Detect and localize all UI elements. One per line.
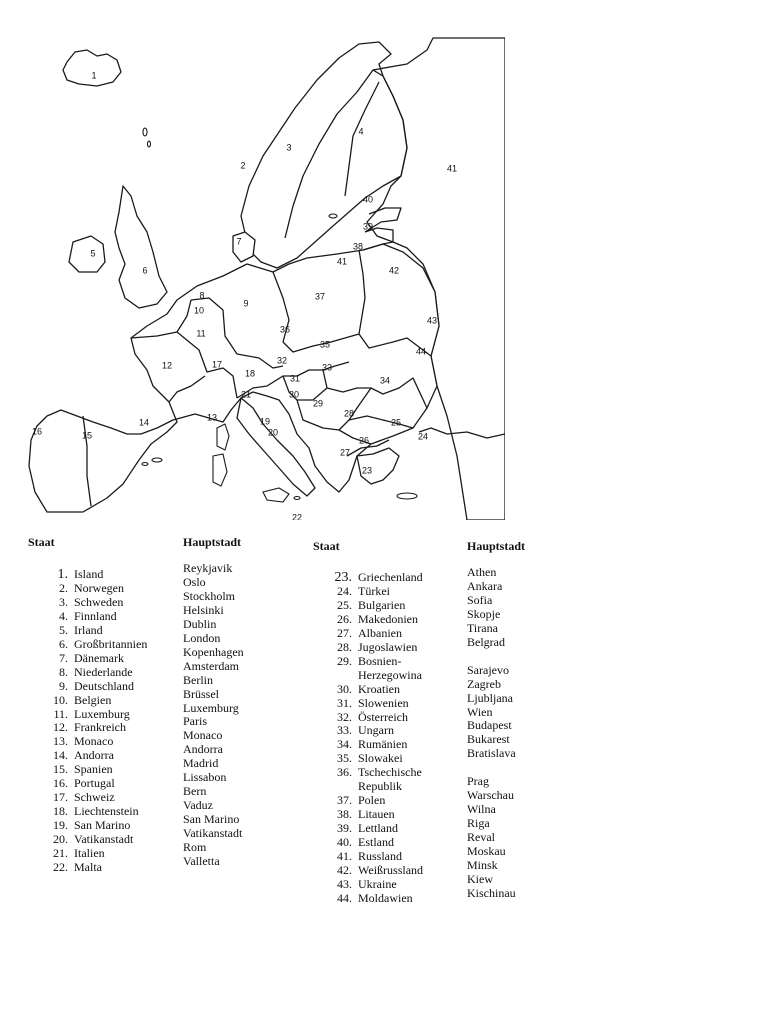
map-label: 31 (289, 373, 301, 384)
country-row (28, 861, 188, 875)
row-number: 32. (337, 709, 352, 724)
country-row (28, 847, 188, 861)
country-row (312, 766, 472, 794)
row-number: 30. (337, 681, 352, 696)
row-number: 38. (337, 807, 352, 822)
map-label: 33 (321, 362, 333, 373)
capital-gap (467, 761, 597, 775)
row-number: 7. (59, 650, 68, 665)
capital-name: Reykjavik (183, 561, 233, 575)
capital-name: Zagreb (467, 676, 501, 691)
country-name: Großbritannien (74, 636, 148, 651)
country-name: Ungarn (358, 723, 394, 738)
country-name: Weißrussland (358, 863, 424, 878)
map-label: 20 (267, 427, 279, 438)
capital-name: London (183, 630, 221, 645)
country-row (312, 613, 472, 627)
country-name: Vatikanstadt (74, 832, 134, 847)
staat-header-left: Staat (28, 535, 55, 549)
capital-gap (467, 650, 597, 664)
country-row (28, 568, 188, 582)
row-number: 19. (53, 818, 68, 833)
country-name: Türkei (358, 583, 390, 598)
country-name: Schweden (74, 594, 124, 609)
row-number: 23. (334, 570, 352, 585)
country-row (312, 697, 472, 711)
row-number: 24. (337, 583, 352, 598)
capital-name: Andorra (183, 742, 223, 757)
map-label: 7 (236, 236, 242, 247)
map-label: 15 (81, 430, 93, 441)
row-number: 42. (337, 863, 352, 878)
map-label: 19 (259, 416, 271, 427)
country-name: Kroatien (358, 681, 400, 696)
country-row (312, 878, 472, 892)
capital-name: Minsk (467, 857, 498, 872)
row-number: 36. (337, 765, 352, 780)
country-name: Lettland (358, 821, 398, 836)
capital-name: Kopenhagen (183, 644, 244, 659)
capital-name: Luxemburg (183, 700, 239, 715)
map-label: 44 (415, 346, 427, 357)
country-row (28, 624, 188, 638)
country-name: Bosnien- (358, 653, 402, 668)
map-label: 23 (361, 465, 373, 476)
row-number: 26. (337, 611, 352, 626)
map-label: 18 (244, 368, 256, 379)
country-row (312, 822, 472, 836)
capital-name: Vaduz (183, 798, 213, 813)
country-name: Irland (74, 622, 103, 637)
country-name: Polen (358, 793, 386, 808)
country-row (312, 683, 472, 697)
country-name: Jugoslawien (358, 639, 418, 654)
map-label: 11 (196, 328, 206, 339)
country-row (28, 582, 188, 596)
country-name: Schweiz (74, 790, 115, 805)
capital-name: Ankara (467, 578, 503, 593)
country-name: Monaco (74, 734, 114, 749)
country-row (28, 596, 188, 610)
country-row (28, 805, 188, 819)
row-number: 43. (337, 876, 352, 891)
country-name: Russland (358, 849, 403, 864)
country-name: Griechenland (358, 570, 423, 584)
country-name: Finnland (74, 608, 117, 623)
country-row (312, 724, 472, 738)
map-label: 41 (446, 163, 458, 174)
map-label: 43 (426, 315, 438, 326)
country-name: Bulgarien (358, 597, 406, 612)
map-label: 3 (286, 142, 292, 153)
capital-name: Prag (467, 774, 489, 789)
row-number: 4. (59, 608, 68, 623)
capital-name: Wien (467, 704, 493, 719)
row-number: 29. (337, 653, 352, 668)
country-row (312, 794, 472, 808)
map-label: 17 (211, 359, 223, 370)
row-number: 39. (337, 821, 352, 836)
capital-name: Moskau (467, 844, 506, 859)
country-row (28, 791, 188, 805)
country-row (28, 610, 188, 624)
row-number: 28. (337, 639, 352, 654)
country-name: Makedonien (358, 611, 418, 626)
country-row (312, 850, 472, 864)
capital-name: Madrid (183, 756, 219, 771)
capital-name: Stockholm (183, 588, 236, 603)
map-label: 26 (358, 435, 370, 446)
country-name: Portugal (74, 776, 115, 791)
country-row (312, 599, 472, 613)
europe-map (27, 36, 505, 520)
capital-name: Monaco (183, 728, 223, 743)
country-row (312, 655, 472, 683)
capital-name: Oslo (183, 574, 206, 589)
country-row (312, 892, 472, 906)
row-number: 15. (53, 762, 68, 777)
map-label: 10 (193, 305, 205, 316)
row-number: 22. (53, 860, 68, 875)
capital-name: Amsterdam (183, 658, 239, 673)
capital-name: Warschau (467, 788, 515, 803)
country-row (312, 738, 472, 752)
map-label: 27 (339, 447, 351, 458)
capital-name: Lissabon (183, 770, 227, 785)
capital-name: Budapest (467, 718, 512, 733)
map-label: 30 (288, 389, 300, 400)
map-label: 40 (362, 194, 374, 205)
map-label: 36 (279, 324, 291, 335)
row-number: 6. (59, 636, 68, 651)
capital-name: Berlin (183, 672, 213, 687)
map-label: 22 (291, 512, 303, 520)
country-name: Island (74, 567, 104, 581)
country-row (28, 708, 188, 722)
map-label: 32 (276, 355, 288, 366)
country-name: Österreich (358, 709, 408, 724)
map-label: 2 (240, 160, 246, 171)
country-row (28, 777, 188, 791)
country-name: San Marino (74, 818, 131, 833)
capital-name: Kischinau (467, 885, 516, 900)
map-label: 41 (336, 256, 348, 267)
row-number: 9. (59, 678, 68, 693)
map-label: 25 (390, 417, 402, 428)
map-label: 4 (358, 126, 364, 137)
country-name: Italien (74, 846, 105, 861)
country-row (312, 641, 472, 655)
capital-name: Tirana (467, 620, 498, 635)
row-number: 27. (337, 625, 352, 640)
row-number: 3. (59, 594, 68, 609)
country-row (312, 585, 472, 599)
capital-name: Paris (183, 714, 207, 729)
country-row (28, 652, 188, 666)
country-name: Deutschland (74, 678, 134, 693)
map-label: 16 (31, 426, 43, 437)
map-label: 28 (343, 408, 355, 419)
country-row (312, 808, 472, 822)
map-label: 38 (352, 241, 364, 252)
row-number: 2. (59, 580, 68, 595)
capital-name: Bratislava (467, 746, 516, 761)
capital-name: Athen (467, 565, 497, 579)
row-number: 1. (57, 567, 68, 582)
country-row (28, 721, 188, 735)
capital-name: Wilna (467, 802, 496, 817)
map-label: 42 (388, 265, 400, 276)
capital-list-right (467, 566, 597, 901)
country-name: Belgien (74, 692, 112, 707)
country-list-left (28, 568, 188, 875)
capital-name: Helsinki (183, 602, 224, 617)
country-row (28, 819, 188, 833)
map-label: 8 (199, 290, 205, 301)
hauptstadt-header-right: Hauptstadt (467, 539, 526, 553)
row-number: 16. (53, 776, 68, 791)
row-number: 13. (53, 734, 68, 749)
country-row (312, 836, 472, 850)
row-number: 21. (53, 846, 68, 861)
row-number: 14. (53, 748, 68, 763)
map-label: 37 (314, 291, 326, 302)
country-row (312, 627, 472, 641)
map-label: 21 (240, 389, 252, 400)
capital-name: Bern (183, 784, 207, 799)
row-number: 18. (53, 804, 68, 819)
country-row (28, 735, 188, 749)
country-row (28, 666, 188, 680)
row-number: 31. (337, 695, 352, 710)
map-label: 34 (379, 375, 391, 386)
capital-name: Ljubljana (467, 690, 513, 705)
country-name: Tschechische (358, 765, 422, 780)
map-label: 39 (362, 221, 374, 232)
country-name-continued: Herzegowina (358, 667, 422, 682)
capital-name: Dublin (183, 616, 217, 631)
country-name: Malta (74, 860, 102, 875)
country-name: Liechtenstein (74, 804, 139, 819)
capital-list-left (183, 562, 313, 869)
row-number: 35. (337, 751, 352, 766)
capital-name: Riga (467, 816, 490, 831)
capital-name: Belgrad (467, 634, 505, 649)
row-number: 34. (337, 737, 352, 752)
country-name: Slowenien (358, 695, 409, 710)
capital-name: Brüssel (183, 686, 219, 701)
row-number: 33. (337, 723, 352, 738)
country-name: Rumänien (358, 737, 408, 752)
country-row (312, 752, 472, 766)
country-name: Andorra (74, 748, 114, 763)
country-name: Spanien (74, 762, 113, 777)
capital-name: Sarajevo (467, 662, 509, 677)
row-number: 20. (53, 832, 68, 847)
map-label: 5 (90, 248, 96, 259)
row-number: 44. (337, 890, 352, 905)
capital-name: Vatikanstadt (183, 826, 243, 841)
capital-name: Rom (183, 840, 207, 855)
country-name: Luxemburg (74, 706, 130, 721)
capital-name: Kiew (467, 871, 493, 886)
row-number: 10. (53, 692, 68, 707)
country-row (28, 680, 188, 694)
country-name: Moldawien (358, 890, 413, 905)
country-row (312, 864, 472, 878)
country-row (28, 749, 188, 763)
map-label: 35 (319, 339, 331, 350)
row-number: 17. (53, 790, 68, 805)
map-label: 29 (312, 398, 324, 409)
capital-name: Skopje (467, 606, 501, 621)
hauptstadt-header-left: Hauptstadt (183, 535, 242, 549)
row-number: 11. (53, 706, 68, 721)
country-name: Litauen (358, 807, 395, 822)
row-number: 12. (53, 720, 68, 735)
row-number: 41. (337, 849, 352, 864)
map-label: 1 (91, 70, 97, 81)
capital-name: San Marino (183, 812, 240, 827)
country-name: Dänemark (74, 650, 124, 665)
capital-name: Sofia (467, 592, 493, 607)
map-label: 6 (142, 265, 148, 276)
europe-outline-map (27, 36, 505, 520)
capital-name: Bukarest (467, 732, 510, 747)
country-row (28, 833, 188, 847)
map-label: 9 (243, 298, 249, 309)
country-row (28, 638, 188, 652)
country-name: Albanien (358, 625, 402, 640)
row-number: 5. (59, 622, 68, 637)
country-row (312, 711, 472, 725)
country-name: Slowakei (358, 751, 403, 766)
country-row (28, 763, 188, 777)
country-name: Frankreich (74, 720, 126, 735)
country-row (28, 694, 188, 708)
country-list-right (312, 571, 472, 906)
row-number: 25. (337, 597, 352, 612)
map-label: 12 (161, 360, 173, 371)
country-name-continued: Republik (358, 779, 402, 794)
row-number: 8. (59, 664, 68, 679)
country-name: Niederlande (74, 664, 133, 679)
country-name: Norwegen (74, 580, 124, 595)
map-label: 14 (138, 417, 150, 428)
country-name: Ukraine (358, 876, 397, 891)
country-name: Estland (358, 835, 394, 850)
row-number: 37. (337, 793, 352, 808)
map-label: 24 (417, 431, 429, 442)
row-number: 40. (337, 835, 352, 850)
country-row (312, 571, 472, 585)
map-label: 13 (206, 412, 218, 423)
staat-header-right: Staat (313, 539, 340, 553)
capital-name: Valletta (183, 854, 220, 869)
capital-name: Reval (467, 830, 495, 845)
